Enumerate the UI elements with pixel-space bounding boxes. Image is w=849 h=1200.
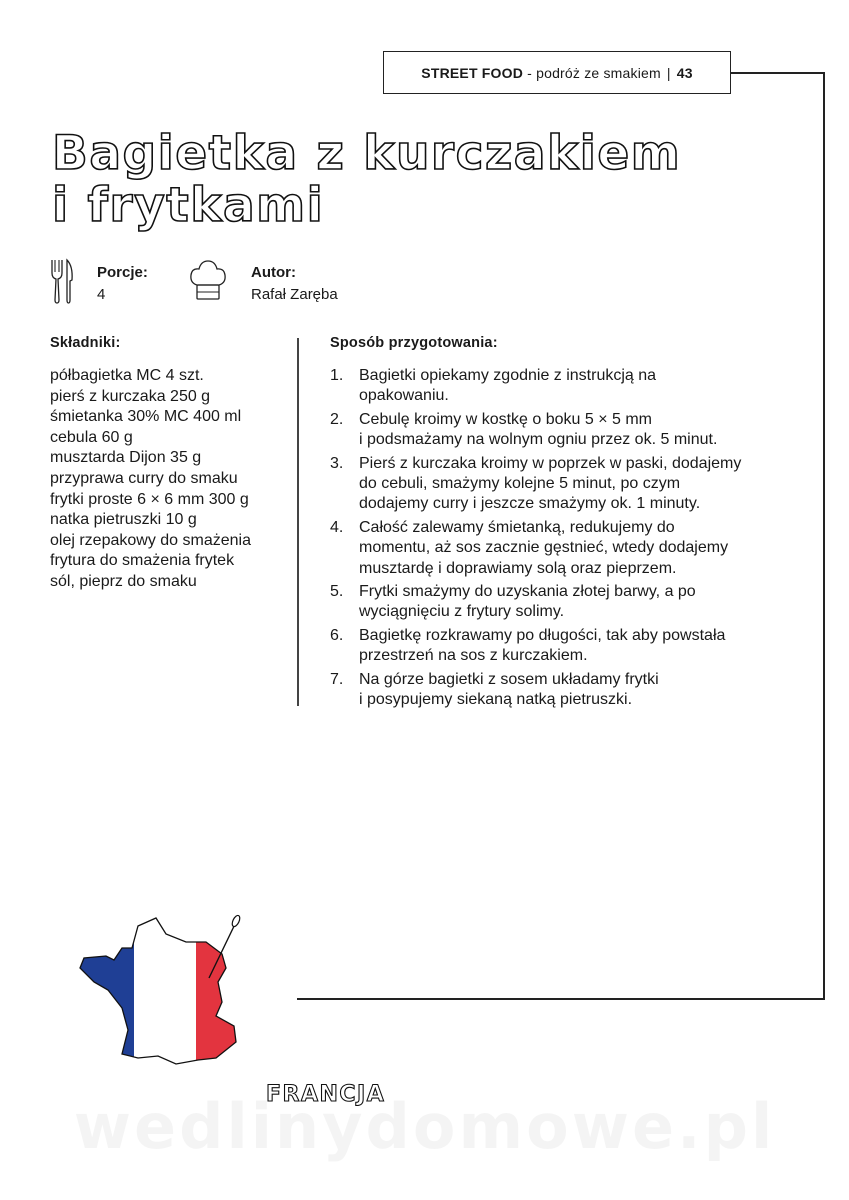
ingredient-item: musztarda Dijon 35 g [50,449,202,467]
step-item [330,410,800,451]
step-number: 7. [330,670,344,688]
country-name: FRANCJA [266,1082,386,1107]
page-number: 43 [676,64,693,81]
step-item [330,366,800,407]
ingredient-item: pierś z kurczaka 250 g [50,387,211,405]
frame-line-bottom [297,998,825,1000]
ingredient-item: cebula 60 g [50,428,133,446]
step-line: dodajemy curry i jeszcze smażymy ok. 1 minuty. [359,495,701,513]
series-name: STREET FOOD [421,64,524,81]
flag-blue-band [76,912,134,1072]
step-number: 1. [330,367,344,384]
frame-line-top [731,72,825,74]
ingredient-item: sól, pieprz do smaku [50,572,197,590]
step-number: 2. [330,410,344,428]
author-value: Rafał Zaręba [251,286,338,303]
servings-label: Porcje: [97,264,148,281]
step-item [330,454,800,515]
step-line: do cebuli, smażymy kolejne 5 minut, po czym [359,475,681,493]
step-item [330,518,800,579]
step-line: i podsmażamy na wolnym ogniu przez ok. 5 minut. [359,431,718,449]
author-label: Autor: [251,264,296,281]
ingredient-item: frytki proste 6 × 6 mm 300 g [50,490,249,508]
step-line: Bagietki opiekamy zgodnie z instrukcją na [359,367,657,384]
chef-hat-icon [188,258,228,302]
step-line: Pierś z kurczaka kroimy w poprzek w paski, dodajemy [359,454,742,472]
page-header [383,51,731,94]
ingredients-heading: Składniki: [50,335,121,351]
step-line: Frytki smażymy do uzyskania złotej barwy, a po [359,583,696,601]
frame-line-right [823,72,825,1000]
step-line: i posypujemy siekaną natką pietruszki. [359,691,633,709]
preparation-steps [330,366,800,714]
france-flag-map-icon [76,912,246,1077]
step-text [359,626,800,667]
step-text [359,366,800,407]
recipe-title-line-2: i frytkami [52,178,325,233]
step-text [359,582,800,623]
servings-value: 4 [97,286,106,303]
step-line: wyciągnięciu z frytury solimy. [359,603,565,621]
ingredient-item: natka pietruszki 10 g [50,511,197,529]
ingredient-item: półbagietka MC 4 szt. [50,367,204,384]
watermark [0,1090,849,1163]
step-number: 3. [330,454,344,472]
step-line: musztardę i doprawiamy solą oraz pieprzem. [359,559,677,577]
recipe-title-line-1: Bagietka z kurczakiem [52,126,682,181]
step-line: przestrzeń na sos z kurczakiem. [359,647,588,665]
cutlery-icon [50,258,76,304]
recipe-title [52,128,681,232]
flag-red-band [196,912,246,1072]
preparation-heading: Sposób przygotowania: [330,335,498,351]
step-line: Całość zalewamy śmietanką, redukujemy do [359,518,675,536]
step-line: Na górze bagietki z sosem układamy frytki [359,670,659,688]
ingredient-item: przyprawa curry do smaku [50,469,238,487]
step-line: Cebulę kroimy w kostkę o boku 5 × 5 mm [359,410,653,428]
step-number: 4. [330,518,344,536]
step-number: 6. [330,626,344,644]
step-text [359,410,800,451]
ingredient-item: śmietanka 30% MC 400 ml [50,408,242,426]
flag-white-band [134,912,196,1072]
series-subtitle: - podróż ze smakiem [527,64,661,81]
step-text [359,518,800,579]
ingredient-item: olej rzepakowy do smażenia [50,531,251,549]
step-line: opakowaniu. [359,387,449,405]
step-text [359,454,800,515]
step-line: momentu, aż sos zacznie gęstnieć, wtedy dodajemy [359,539,729,557]
step-item [330,582,800,623]
step-item [330,626,800,667]
step-number: 5. [330,583,344,601]
step-line: Bagietkę rozkrawamy po długości, tak aby powstała [359,626,726,644]
header-separator: | [666,64,671,81]
column-divider [297,338,299,706]
ingredient-item: frytura do smażenia frytek [50,552,235,570]
ingredients-list [50,366,251,593]
step-item [330,670,800,711]
step-text [359,670,800,711]
